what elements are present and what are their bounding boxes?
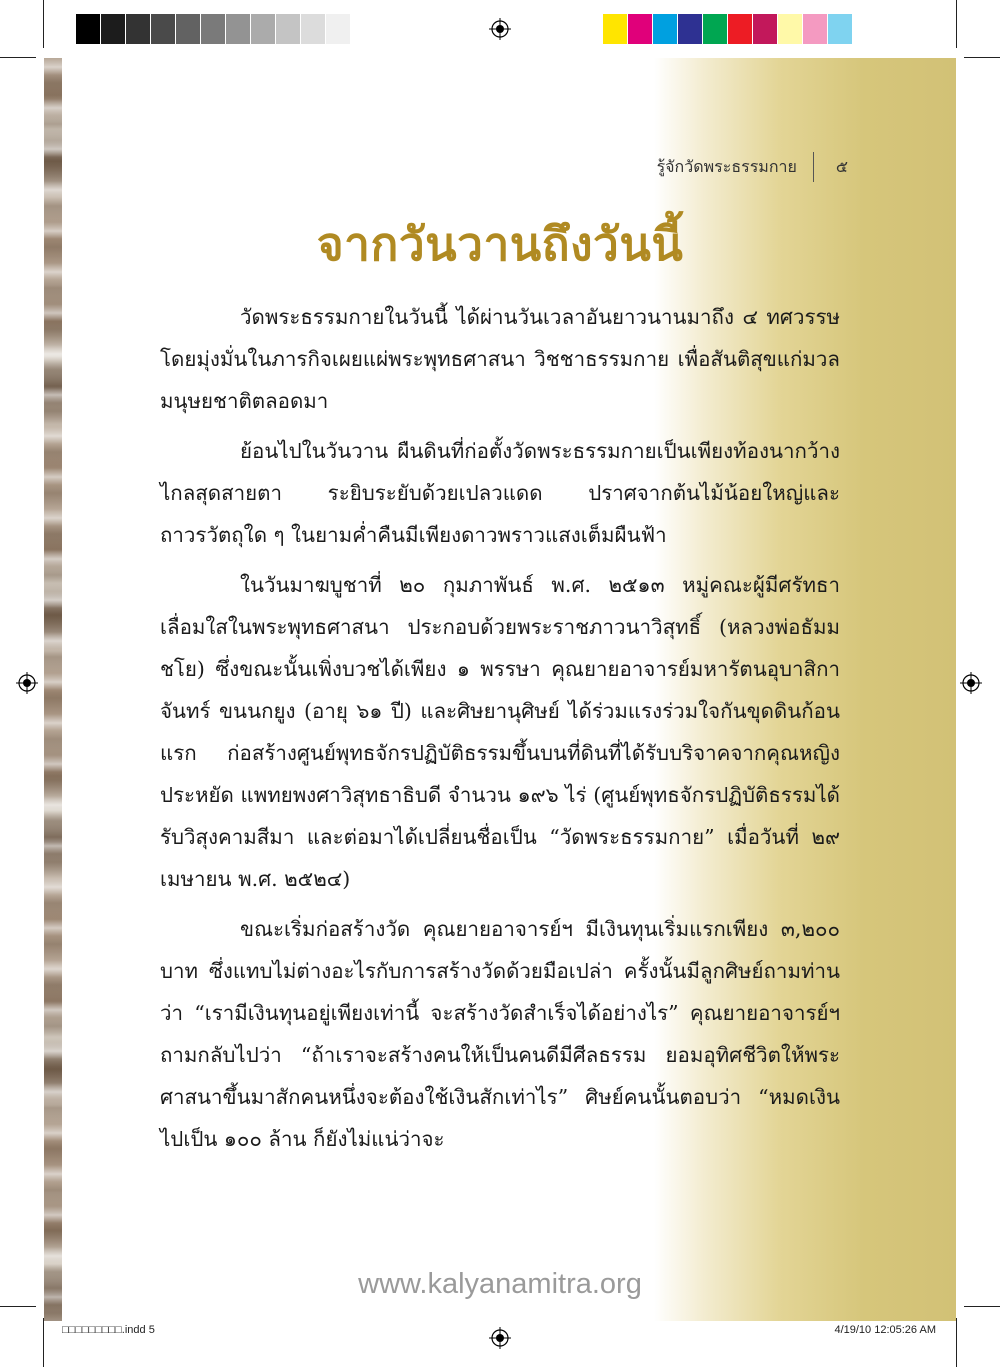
crop-mark: [956, 1318, 957, 1367]
color-swatch: [603, 14, 628, 44]
color-swatch: [653, 14, 678, 44]
color-swatch: [301, 14, 326, 44]
running-head-title: รู้จักวัดพระธรรมกาย: [656, 156, 797, 176]
color-swatch: [803, 14, 828, 44]
color-swatch: [678, 14, 703, 44]
crop-mark: [0, 57, 36, 58]
color-swatch: [703, 14, 728, 44]
color-swatch: [276, 14, 301, 44]
paragraph: ในวันมาฆบูชาที่ ๒๐ กุมภาพันธ์ พ.ศ. ๒๕๑๓ หมู่คณะผู้มีศรัทธาเลื่อมใสในพระพุทธศาสนา ประกอบด้วยพระราชภาวนาวิสุทธิ์ (หลวงพ่อธัมมชโย) ซึ่งขณะนั้นเพิ่งบวชได้เพียง ๑ พรรษา คุณยายอาจารย์มหารัตนอุบาสิกาจันทร์ ขนนกยูง (อายุ ๖๑ ปี) และศิษยานุศิษย์ ได้ร่วมแรงร่วมใจกันขุดดินก้อนแรก ก่อสร้างศูนย์พุทธจักรปฏิบัติธรรมขึ้นบนที่ดินที่ได้รับบริจาคจากคุณหญิงประหยัด แพทยพงศาวิสุทธาธิบดี จำนวน ๑๙๖ ไร่ (ศูนย์พุทธจักรปฏิบัติธรรมได้รับวิสุงคามสีมา และต่อมาได้เปลี่ยนชื่อเป็น “วัดพระธรรมกาย” เมื่อวันที่ ๒๙ เมษายน พ.ศ. ๒๕๒๔): [160, 573, 840, 891]
color-swatch: [151, 14, 176, 44]
color-swatch: [628, 14, 653, 44]
color-swatch: [76, 14, 101, 44]
crop-mark: [964, 1306, 1000, 1307]
crop-mark: [43, 1318, 44, 1367]
color-swatch: [828, 14, 853, 44]
color-swatch: [251, 14, 276, 44]
crop-mark: [43, 0, 44, 48]
website-watermark: www.kalyanamitra.org: [358, 1268, 642, 1300]
registration-mark-icon: [489, 1327, 511, 1349]
color-swatch: [126, 14, 151, 44]
book-page: [44, 58, 956, 1321]
paragraph: ขณะเริ่มก่อสร้างวัด คุณยายอาจารย์ฯ มีเงินทุนเริ่มแรกเพียง ๓,๒๐๐ บาท ซึ่งแทบไม่ต่างอะไรกับการสร้างวัดด้วยมือเปล่า ครั้งนั้นมีลูกศิษย์ถามท่านว่า “เรามีเงินทุนอยู่เพียงเท่านี้ จะสร้างวัดสำเร็จได้อย่างไร” คุณยายอาจารย์ฯ ถามกลับไปว่า “ถ้าเราจะสร้างคนให้เป็นคนดีมีศีลธรรม ยอมอุทิศชีวิตให้พระศาสนาขึ้นมาสักคนหนึ่งจะต้องใช้เงินสักเท่าไร” ศิษย์คนนั้นตอบว่า “หมดเงินไปเป็น ๑๐๐ ล้าน ก็ยังไม่แน่ว่าจะ: [160, 917, 840, 1151]
color-swatch: [176, 14, 201, 44]
color-swatch: [101, 14, 126, 44]
slug-file-name: □□□□□□□□□.indd 5: [62, 1324, 155, 1336]
color-swatch: [326, 14, 351, 44]
color-swatch: [201, 14, 226, 44]
running-head: [657, 152, 848, 182]
page-number: ๕: [835, 156, 848, 176]
crop-mark: [0, 1306, 36, 1307]
crop-mark: [956, 0, 957, 48]
paragraph: ย้อนไปในวันวาน ผืนดินที่ก่อตั้งวัดพระธรรมกายเป็นเพียงท้องนากว้างไกลสุดสายตา ระยิบระยับด้วยเปลวแดด ปราศจากต้นไม้น้อยใหญ่และถาวรวัตถุใด ๆ ในยามค่ำคืนมีเพียงดาวพราวแสงเต็มผืนฟ้า: [160, 439, 840, 547]
process-color-bar: [603, 14, 853, 44]
registration-mark-icon: [16, 672, 38, 694]
chapter-title: จากวันวานถึงวันนี้: [316, 217, 684, 271]
color-swatch: [226, 14, 251, 44]
registration-mark-icon: [489, 18, 511, 40]
slug-timestamp: 4/19/10 12:05:26 AM: [834, 1324, 936, 1336]
color-swatch: [778, 14, 803, 44]
paragraph: วัดพระธรรมกายในวันนี้ ได้ผ่านวันเวลาอันยาวนานมาถึง ๔ ทศวรรษ โดยมุ่งมั่นในภารกิจเผยแผ่พระพุทธศาสนา วิชชาธรรมกาย เพื่อสันติสุขแก่มวลมนุษยชาติตลอดมา: [160, 305, 840, 413]
color-swatch: [753, 14, 778, 44]
grayscale-color-bar: [76, 14, 351, 44]
registration-mark-icon: [960, 672, 982, 694]
crop-mark: [964, 57, 1000, 58]
color-swatch: [728, 14, 753, 44]
body-text: [160, 296, 840, 1168]
